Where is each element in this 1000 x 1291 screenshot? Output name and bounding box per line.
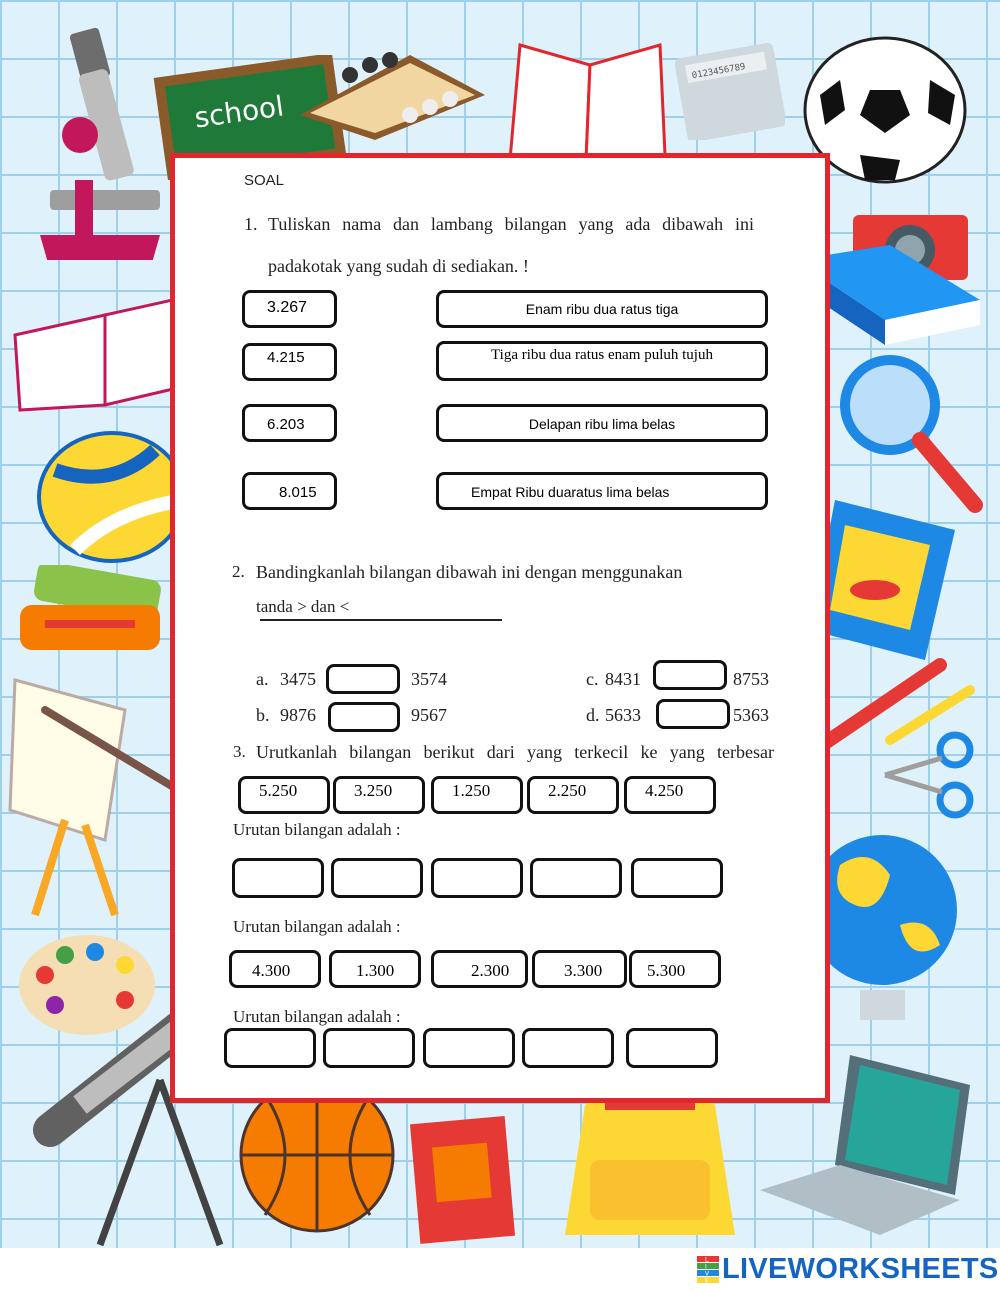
q3-answer-label-3: Urutan bilangan adalah : xyxy=(233,1007,401,1026)
q2-number: 2. xyxy=(232,562,245,581)
q2-left-c: 8431 xyxy=(605,669,641,689)
q3-set2-number: 2.300 xyxy=(471,961,510,980)
logo-tile xyxy=(697,1263,719,1269)
chalkboard-text: school xyxy=(192,89,286,135)
q1-number-box-2[interactable] xyxy=(242,343,337,381)
q1-word-text: Empat Ribu duaratus lima belas xyxy=(471,484,670,500)
q3-set1-number: 5.250 xyxy=(259,781,298,800)
q2-answer-box-d[interactable] xyxy=(656,699,730,729)
microscope-icon xyxy=(30,20,170,260)
q1-word-text: Enam ribu dua ratus tiga xyxy=(525,301,679,317)
q3-set1-number-box xyxy=(431,776,523,814)
chessboard-icon xyxy=(290,35,490,145)
q3-set2-number: 1.300 xyxy=(356,961,395,980)
q2-right-d: 5363 xyxy=(733,705,769,725)
q1-word-text: Delapan ribu lima belas xyxy=(528,416,676,432)
q3-set1-number: 4.250 xyxy=(645,781,684,800)
q2-answer-box-b[interactable] xyxy=(328,702,400,732)
q3-answer1-box-3[interactable] xyxy=(431,858,523,898)
q2-label-d: d. xyxy=(586,705,600,725)
q3-answer2-box-3[interactable] xyxy=(423,1028,515,1068)
q3-set1-number-box xyxy=(333,776,425,814)
q3-text: Urutkanlah bilangan berikut dari yang terkecil ke yang terbesar xyxy=(256,742,774,762)
q3-set1-number: 3.250 xyxy=(354,781,393,800)
q1-number-text: 6.203 xyxy=(267,416,305,433)
q1-number-text: 8.015 xyxy=(279,484,317,501)
q3-answer1-box-1[interactable] xyxy=(232,858,324,898)
logo-letter: L xyxy=(705,1256,709,1264)
q2-right-c: 8753 xyxy=(733,669,769,689)
q2-left-a: 3475 xyxy=(280,669,316,689)
volleyball-icon xyxy=(35,430,190,565)
q2-underline xyxy=(260,619,502,621)
q2-left-b: 9876 xyxy=(280,705,316,725)
q3-answer1-box-4[interactable] xyxy=(530,858,622,898)
q2-answer-box-c[interactable] xyxy=(653,660,727,690)
q3-set2-number-box xyxy=(329,950,421,988)
q3-answer2-box-1[interactable] xyxy=(224,1028,316,1068)
q2-text-line2: tanda > dan < xyxy=(256,597,350,616)
q3-set1-number: 1.250 xyxy=(452,781,491,800)
footer-brand[interactable]: LIVEWORKSHEETS xyxy=(722,1253,999,1285)
logo-letter: I xyxy=(705,1263,707,1271)
q3-set2-number: 3.300 xyxy=(564,961,603,980)
q1-word-text: Tiga ribu dua ratus enam puluh tujuh xyxy=(491,347,713,363)
q2-right-a: 3574 xyxy=(411,669,447,689)
q3-set2-number: 5.300 xyxy=(647,961,686,980)
q1-word-box-4[interactable] xyxy=(436,472,768,510)
q3-answer2-box-5[interactable] xyxy=(626,1028,718,1068)
q3-set1-number-box xyxy=(527,776,619,814)
q3-answer2-box-4[interactable] xyxy=(522,1028,614,1068)
q1-number: 1. xyxy=(244,214,258,234)
calculator-icon xyxy=(675,40,785,140)
q3-set1-number: 2.250 xyxy=(548,781,587,800)
q1-word-box-1[interactable] xyxy=(436,290,768,328)
q3-set1-number-box xyxy=(624,776,716,814)
logo-letter: V xyxy=(705,1270,710,1278)
q1-word-box-3[interactable] xyxy=(436,404,768,442)
q3-number: 3. xyxy=(233,742,246,761)
red-book-icon xyxy=(405,1110,520,1245)
q3-answer-label-2: Urutan bilangan adalah : xyxy=(233,917,401,936)
q2-label-a: a. xyxy=(256,669,269,689)
q2-label-c: c. xyxy=(586,669,599,689)
calculator-display: 0123456789 xyxy=(691,62,747,82)
q1-number-box-3[interactable] xyxy=(242,404,337,442)
q1-text-line2: padakotak yang sudah di sediakan. ! xyxy=(268,256,529,276)
q3-answer1-box-2[interactable] xyxy=(331,858,423,898)
page-heading: SOAL xyxy=(244,172,285,189)
liveworksheets-logo-icon xyxy=(697,1256,721,1284)
pencil-case-icon xyxy=(15,565,165,655)
logo-letter: E xyxy=(705,1277,709,1284)
q3-set2-number-box xyxy=(431,950,528,988)
q2-label-b: b. xyxy=(256,705,270,725)
scissors-icon xyxy=(880,730,980,820)
q3-answer-label-1: Urutan bilangan adalah : xyxy=(233,820,401,839)
q3-answer1-box-5[interactable] xyxy=(631,858,723,898)
q1-number-box-4[interactable] xyxy=(242,472,337,510)
q1-number-box-1[interactable] xyxy=(242,290,337,328)
q3-set1-number-box xyxy=(238,776,330,814)
q1-word-box-2[interactable] xyxy=(436,341,768,381)
q2-text-line1: Bandingkanlah bilangan dibawah ini dengan menggunakan xyxy=(256,562,683,582)
q1-text-line1: Tuliskan nama dan lambang bilangan yang ada dibawah ini xyxy=(268,214,754,234)
q1-number-text: 4.215 xyxy=(267,349,305,366)
q3-set2-number-box xyxy=(629,950,721,988)
q2-left-d: 5633 xyxy=(605,705,641,725)
q3-answer2-box-2[interactable] xyxy=(323,1028,415,1068)
q1-number-text: 3.267 xyxy=(267,299,308,316)
q3-set2-number-box xyxy=(229,950,321,988)
q3-set2-number: 4.300 xyxy=(252,961,291,980)
q2-answer-box-a[interactable] xyxy=(326,664,400,694)
q2-right-b: 9567 xyxy=(411,705,447,725)
q3-set2-number-box xyxy=(532,950,627,988)
